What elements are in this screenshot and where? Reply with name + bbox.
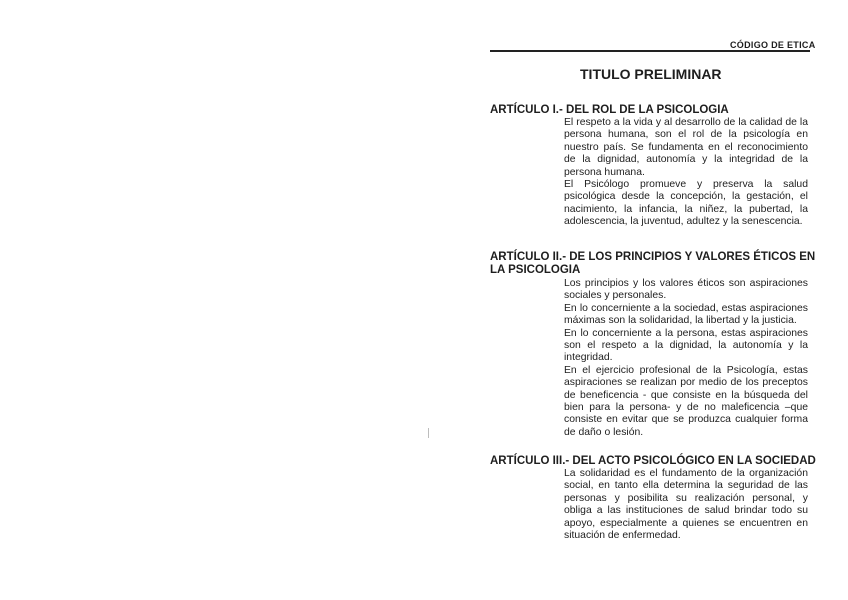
- article-3-heading: [490, 455, 816, 468]
- article-2-heading: [490, 251, 815, 277]
- article-2-paragraph-1: Los principios y los valores éticos son aspiraciones sociales y personales.: [564, 278, 808, 302]
- article-2-body: [564, 278, 808, 439]
- running-header: CÓDIGO DE ETICA: [730, 40, 816, 50]
- article-2-heading-line2: LA PSICOLOGIA: [490, 264, 581, 276]
- article-1-paragraph-1: El respeto a la vida y al desarrollo de la calidad de la persona humana, son el rol de la psicología en nuestro país. Se fundamenta en el reconocimiento de la dignidad, autonomía y la integridad de la persona humana.: [564, 117, 808, 178]
- article-2-paragraph-3: En lo concerniente a la persona, estas aspiraciones son el respeto a la dignidad, la autonomía y la integridad.: [564, 327, 808, 364]
- article-3-paragraph-1: La solidaridad es el fundamento de la organización social, en tanto ella determina la seguridad de las personas y posibilita su realización personal, y obliga a las instituciones de salud brindar todo su apoyo, especialmente a quienes se encuentren en situación de enfermedad.: [564, 468, 808, 542]
- article-2-paragraph-4: En el ejercicio profesional de la Psicología, estas aspiraciones se realizan por medio de los preceptos de beneficencia - que consiste en la búsqueda del bien para la persona- y de no maleficencia –que consiste en evitar que se produzca cualquier forma de daño o lesión.: [564, 364, 808, 438]
- header-rule: [490, 50, 810, 52]
- article-2-paragraph-2: En lo concerniente a la sociedad, estas aspiraciones máximas son la solidaridad, la libertad y la justicia.: [564, 302, 808, 327]
- article-1-heading: [490, 104, 729, 117]
- scan-mark: [428, 428, 429, 438]
- article-3-body: [564, 468, 808, 542]
- article-2-heading-line1: ARTÍCULO II.- DE LOS PRINCIPIOS Y VALORES ÉTICOS EN: [490, 251, 816, 263]
- article-1-body: [564, 117, 808, 229]
- article-1-heading-line1: ARTÍCULO I.- DEL ROL DE LA PSICOLOGIA: [490, 104, 729, 116]
- article-1-paragraph-2: El Psicólogo promueve y preserva la salud psicológica desde la concepción, la gestación, el nacimiento, la infancia, la niñez, la pubertad, la adolescencia, la juventud, adultez y la senescencia.: [564, 179, 808, 228]
- page-title: TITULO PRELIMINAR: [580, 66, 722, 82]
- article-3-heading-line1: ARTÍCULO III.- DEL ACTO PSICOLÓGICO EN LA SOCIEDAD: [490, 455, 816, 467]
